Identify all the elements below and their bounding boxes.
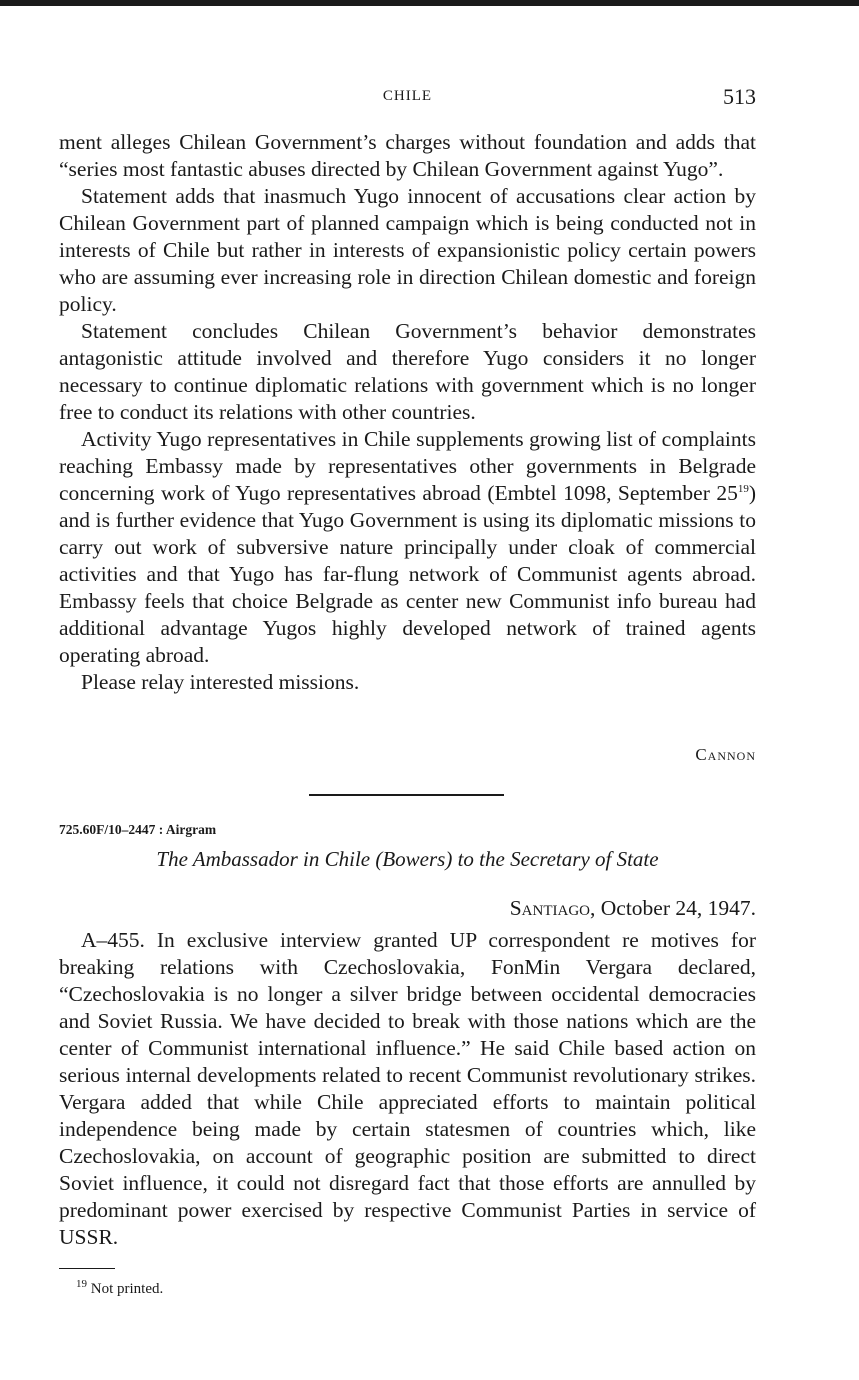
paragraph-4 xyxy=(59,426,756,669)
file-number: 725.60F/10–2447 : Airgram xyxy=(59,822,217,837)
footnote-number: 19 xyxy=(76,1278,87,1290)
paragraph-5: Please relay interested missions. xyxy=(81,670,360,694)
telegram-continuation xyxy=(59,129,756,696)
airgram-paragraph: A–455. In exclusive interview granted UP correspondent re motives for breaking relations with Czechoslovakia, FonMin Vergara declared, “Czechoslovakia is no longer a silver bridge between occidental democracies and Soviet Russia. We have decided to break with those nations which are the center of Communist international influence.” He said Chile based action on serious internal developments related to recent Communist revolutionary strikes. Vergara added that while Chile appreciated efforts to maintain political independence being made by certain statesmen of countries which, like Czechoslovakia, on account of geographic position are submitted to direct Soviet influence, it could not disregard fact that those efforts are annulled by predominant power exercised by respective Communist Parties in service of USSR. xyxy=(59,928,756,1249)
paragraph-2: Statement adds that inasmuch Yugo innocent of accusations clear action by Chilean Government part of planned campaign which is being conducted not in interests of Chile but rather in interests of expansionistic policy certain powers who are assuming ever increasing role in direction Chilean domestic and foreign policy. xyxy=(59,184,756,316)
signature: Cannon xyxy=(695,745,756,764)
section-divider xyxy=(309,794,504,796)
document-title: The Ambassador in Chile (Bowers) to the Secretary of State xyxy=(156,847,659,871)
dateline-date: , October 24, 1947. xyxy=(590,896,756,920)
paragraph-3: Statement concludes Chilean Government’s behavior demonstrates antagonistic attitude involved and therefore Yugo considers it no longer necessary to continue diplomatic relations with government which is no longer free to conduct its relations with other countries. xyxy=(59,319,756,424)
dateline xyxy=(510,896,756,921)
footnote-rule xyxy=(59,1268,115,1269)
top-border-rule xyxy=(0,0,859,6)
page-header xyxy=(59,84,756,114)
footnote-reference: 19 xyxy=(737,482,749,495)
page-number: 513 xyxy=(723,84,756,109)
footnote xyxy=(76,1278,164,1298)
footnote-text: Not printed. xyxy=(90,1281,164,1297)
paragraph-1: ment alleges Chilean Government’s charges without foundation and adds that “series most fantastic abuses directed by Chilean Government against Yugo”. xyxy=(59,130,756,181)
running-head: CHILE xyxy=(382,88,433,104)
paragraph-4-text-b: ) and is further evidence that Yugo Government is using its diplomatic missions to carry out work of subversive nature principally under cloak of commercial activities and that Yugo has far-flung network of Communist agents abroad. Embassy feels that choice Belgrade as center new Communist info bureau had additional advantage Yugos highly developed network of trained agents operating abroad. xyxy=(59,481,756,667)
paragraph-4-text-a: Activity Yugo representatives in Chile supplements growing list of complaints reaching Embassy made by representatives other governments in Belgrade concerning work of Yugo representatives abroad (Embtel 1098, September 25 xyxy=(59,427,756,505)
dateline-place: Santiago xyxy=(509,896,590,920)
airgram-body xyxy=(59,927,756,1251)
